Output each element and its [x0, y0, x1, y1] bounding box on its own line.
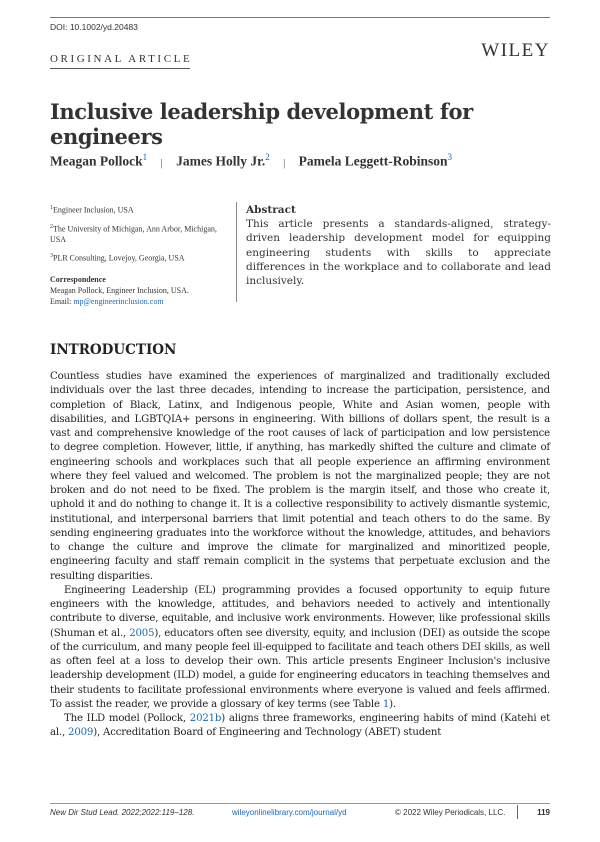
article-title: Inclusive leadership development for engineers	[50, 99, 473, 149]
journal-url-link[interactable]: wileyonlinelibrary.com/journal/yd	[232, 808, 347, 817]
copyright-notice: © 2022 Wiley Periodicals, LLC.	[395, 808, 506, 817]
doi[interactable]: DOI: 10.1002/yd.20483	[50, 22, 138, 32]
body-paragraph: Countless studies have examined the experiences of marginalized and traditionally excluded individuals over the last three decades, intending to increase the participation, persistence, and completion of Black, Latinx, and Indigenous people, White and Asian women, people with disabilities, and LGBTQIA+ persons in engineering. With billions of dollars spent, the result is a vast and comprehensive knowledge of the root causes of lack of participation and low persistence to degree completion. However, little, if anything, has markedly shifted the culture and climate of engineering schools and workplaces such that all people experience an affirming environment where they feel valued and welcomed. The problem is not the marginalized people; they are not broken and do not need to be fixed. The problem is the margin itself, and those who create it, uphold it and do nothing to change it. It is a collective responsibility to actively dismantle systemic, institutional, and interpersonal barriers that limit potential and teach others to do the same. By sending engineering graduates into the workforce without the knowledge, attitudes, and behaviors to change the culture and improve the climate for marginalized and minoritized people, engineering faculty and staff remain complicit in the systems that perpetuate exclusion and the resulting disparities.	[50, 371, 550, 582]
article-type-label: ORIGINAL ARTICLE	[50, 53, 193, 65]
affiliation: $^3$PLR Consulting, Lovejoy, Georgia, USA	[50, 253, 185, 263]
section-heading: INTRODUCTION	[50, 342, 177, 358]
author-affiliation-mark[interactable]: 2	[265, 152, 270, 162]
author-separator: |	[160, 156, 163, 169]
email-link[interactable]: mp@engineerinclusion.com	[73, 296, 164, 306]
author-name[interactable]: James Holly Jr.	[176, 153, 266, 169]
author-separator: |	[283, 156, 286, 169]
author-list	[50, 152, 452, 170]
body-paragraph: The ILD model (Pollock, 2021b) aligns three frameworks, engineering habits of mind (Katehi et al., 2009), Accreditation Board of Engineering and Technology (ABET) student	[50, 713, 550, 739]
citation-link[interactable]: 2009	[68, 727, 94, 739]
affiliation: $^2$The University of Michigan, Ann Arbor, Michigan, USA	[50, 223, 217, 245]
correspondence-address: Meagan Pollock, Engineer Inclusion, USA.	[50, 285, 189, 295]
correspondence-heading: Correspondence	[50, 274, 106, 284]
abstract-divider	[236, 202, 237, 302]
footer-rule	[50, 803, 550, 804]
footer-divider	[517, 805, 518, 819]
correspondence-email-line: Email: mp@engineerinclusion.com	[50, 296, 164, 306]
author-name[interactable]: Meagan Pollock	[50, 153, 143, 169]
citation-link[interactable]: 2021b	[189, 713, 222, 724]
abstract-heading: Abstract	[246, 204, 296, 216]
affiliations-panel	[50, 203, 225, 307]
top-rule	[50, 17, 550, 18]
table-link[interactable]: 1	[382, 698, 390, 710]
author-name[interactable]: Pamela Leggett-Robinson	[298, 153, 448, 169]
abstract-block	[246, 203, 551, 288]
author-affiliation-mark[interactable]: 3	[447, 152, 453, 162]
abstract-text: This article presents a standards-aligned, strategy-driven leadership development model for equipping engineering students with skills to appreciate differences in the workplace and to collaborate and lead inclusively.	[246, 218, 551, 288]
body-paragraph: Engineering Leadership (EL) programming provides a focused opportunity to equip future engineers with the knowledge, attitudes, and behaviors needed to actively and intentionally contribute to diverse, equitable, and inclusive work environments. However, like professional skills (Shuman et al., 2005), educators often see diversity, equity, and inclusion (DEI) as outside the scope of the curriculum, and many people feel ill-equipped to facilitate and teach others DEI skills, as well as often feel at a loss to develop their own. This article presents Engineer Inclusion's inclusive leadership development (ILD) model, a guide for engineering educators in teaching themselves and their students to facilitate professional environments where everyone is valued and feels affirmed. To assist the reader, we provide a glossary of key terms (see Table 1).	[50, 584, 550, 710]
page-number: 119	[537, 808, 550, 817]
affiliation: $^1$Engineer Inclusion, USA	[50, 205, 134, 215]
publisher-logo: WILEY	[481, 40, 550, 61]
citation-link[interactable]: 2005	[129, 627, 155, 639]
author-affiliation-mark[interactable]: 1	[142, 152, 148, 162]
article-type-underline	[50, 68, 190, 69]
journal-citation: New Dir Stud Lead. 2022;2022:119–128.	[50, 808, 195, 817]
body-text	[50, 370, 550, 741]
